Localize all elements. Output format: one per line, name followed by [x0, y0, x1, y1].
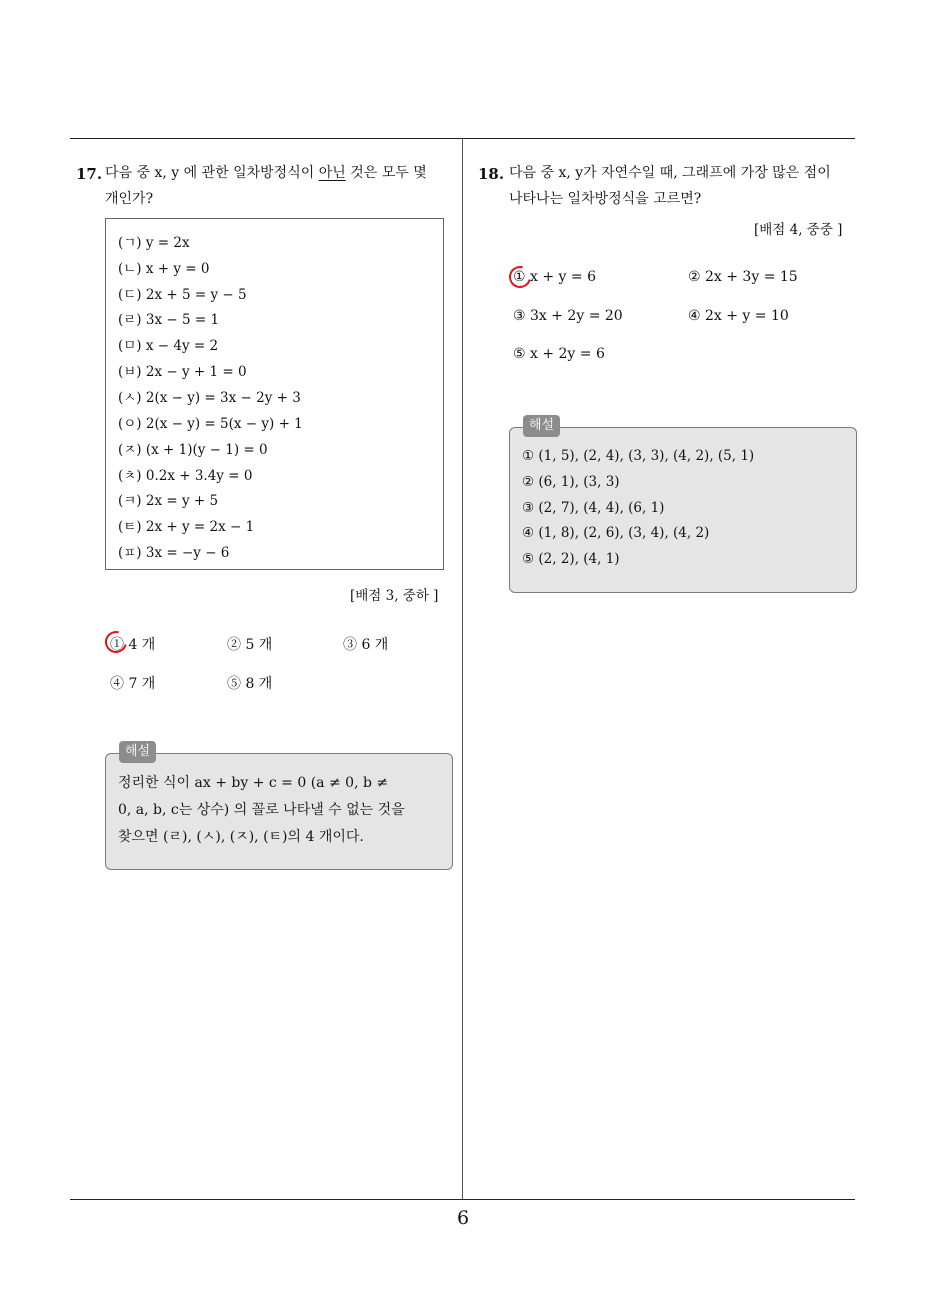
- question-18-solution-box: [509, 427, 857, 593]
- question-17-underlined-word: 아닌: [318, 165, 346, 181]
- question-17-solution-label: 해설: [119, 741, 156, 763]
- solution-17-line-3: 찾으면 (ㄹ), (ㅅ), (ㅈ), (ㅌ)의 4 개이다.: [118, 829, 364, 845]
- solution-17-line-2: 0, a, b, c는 상수) 의 꼴로 나타낼 수 없는 것을: [118, 802, 405, 818]
- solution-18-line-2: ② (6, 1), (3, 3): [522, 474, 620, 490]
- q18-choice-1[interactable]: ① x + y = 6: [513, 269, 596, 285]
- q18-choice-3[interactable]: ③ 3x + 2y = 20: [513, 308, 623, 324]
- question-17-solution-text: [118, 770, 444, 851]
- item-ieung: (ㅇ) 2(x − y) = 5(x − y) + 1: [118, 416, 303, 432]
- q17-choice-5[interactable]: ⑤ 8 개: [227, 676, 273, 692]
- question-18-score: [배점 4, 중중 ]: [754, 222, 843, 238]
- solution-18-line-5: ⑤ (2, 2), (4, 1): [522, 551, 620, 567]
- question-17-score: [배점 3, 중하 ]: [350, 588, 439, 604]
- question-17-text-part2: 것은 모두 몇: [345, 165, 427, 181]
- question-18-number: 18.: [478, 165, 505, 183]
- question-18-text-line1: 다음 중 x, y가 자연수일 때, 그래프에 가장 많은 점이: [509, 165, 831, 181]
- item-jieut: (ㅈ) (x + 1)(y − 1) = 0: [118, 442, 268, 458]
- solution-17-line-1: 정리한 식이 ax + by + c = 0 (a ≠ 0, b ≠: [118, 775, 389, 791]
- page-number: 6: [456, 1207, 470, 1229]
- q17-choice-1[interactable]: ① 4 개: [110, 637, 156, 653]
- q17-choice-3[interactable]: ③ 6 개: [343, 637, 389, 653]
- question-17-text: [105, 160, 455, 212]
- item-mieum: (ㅁ) x − 4y = 2: [118, 338, 219, 354]
- q18-choice-2[interactable]: ② 2x + 3y = 15: [688, 269, 798, 285]
- q18-choice-4[interactable]: ④ 2x + y = 10: [688, 308, 789, 324]
- bottom-rule: [70, 1199, 855, 1200]
- question-17-text-line2: 개인가?: [105, 191, 154, 207]
- item-nieun: (ㄴ) x + y = 0: [118, 261, 210, 277]
- question-17-item-box: [105, 218, 444, 570]
- item-digeut: (ㄷ) 2x + 5 = y − 5: [118, 287, 247, 303]
- item-tieut: (ㅌ) 2x + y = 2x − 1: [118, 519, 255, 535]
- item-chieut: (ㅊ) 0.2x + 3.4y = 0: [118, 468, 253, 484]
- q17-choice-4[interactable]: ④ 7 개: [110, 676, 156, 692]
- q17-choice-2[interactable]: ② 5 개: [227, 637, 273, 653]
- q18-choice-5[interactable]: ⑤ x + 2y = 6: [513, 346, 605, 362]
- item-kieuk: (ㅋ) 2x = y + 5: [118, 493, 219, 509]
- solution-18-line-1: ① (1, 5), (2, 4), (3, 3), (4, 2), (5, 1): [522, 448, 755, 464]
- question-17-number: 17.: [76, 165, 103, 183]
- item-pieup: (ㅍ) 3x = −y − 6: [118, 545, 230, 561]
- item-giyeok: (ㄱ) y = 2x: [118, 235, 190, 251]
- solution-18-line-3: ③ (2, 7), (4, 4), (6, 1): [522, 500, 665, 516]
- question-18-text: [509, 160, 859, 212]
- question-17-text-part1: 다음 중 x, y 에 관한 일차방정식이: [105, 165, 319, 181]
- item-siot: (ㅅ) 2(x − y) = 3x − 2y + 3: [118, 390, 301, 406]
- question-18-text-line2: 나타나는 일차방정식을 고르면?: [509, 191, 702, 207]
- question-17-solution-box: [105, 753, 453, 870]
- question-18-solution-label: 해설: [523, 415, 560, 437]
- item-bieup: (ㅂ) 2x − y + 1 = 0: [118, 364, 247, 380]
- column-divider: [462, 139, 463, 1199]
- solution-18-line-4: ④ (1, 8), (2, 6), (3, 4), (4, 2): [522, 525, 710, 541]
- item-rieul: (ㄹ) 3x − 5 = 1: [118, 312, 220, 328]
